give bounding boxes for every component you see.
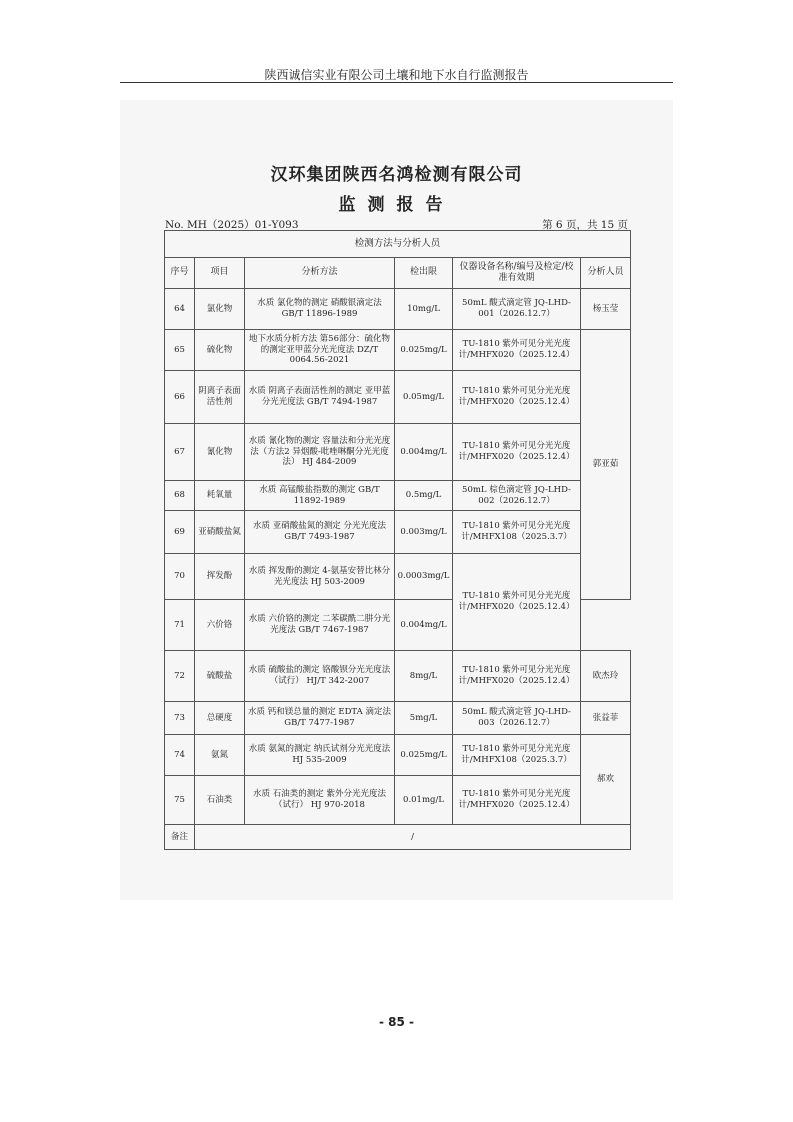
cell-item: 耗氧量 (195, 481, 245, 511)
cell-no: 74 (165, 735, 195, 776)
column-header: 分析人员 (581, 258, 631, 289)
cell-no: 75 (165, 776, 195, 825)
cell-instrument: 50mL 酸式滴定管 JQ-LHD-003（2026.12.7） (453, 702, 581, 735)
table-row (165, 651, 631, 702)
cell-method: 地下水质分析方法 第56部分：硫化物的测定亚甲蓝分光光度法 DZ/T 0064.56-2021 (245, 330, 395, 371)
cell-limit: 10mg/L (395, 289, 453, 330)
cell-no: 69 (165, 511, 195, 554)
cell-limit: 8mg/L (395, 651, 453, 702)
table-caption: 检测方法与分析人员 (165, 231, 631, 258)
cell-no: 66 (165, 371, 195, 424)
cell-instrument: TU-1810 紫外可见分光光度计/MHFX108（2025.3.7） (453, 735, 581, 776)
remarks-row (165, 825, 631, 850)
cell-no: 72 (165, 651, 195, 702)
cell-item: 石油类 (195, 776, 245, 825)
cell-analyst: 郝欢 (581, 735, 631, 825)
cell-no: 65 (165, 330, 195, 371)
cell-analyst: 张益菲 (581, 702, 631, 735)
cell-limit: 0.025mg/L (395, 735, 453, 776)
cell-item: 氰化物 (195, 424, 245, 481)
cell-item: 氨氮 (195, 735, 245, 776)
table-row (165, 735, 631, 776)
column-header: 序号 (165, 258, 195, 289)
remarks-value: / (195, 825, 631, 850)
cell-method: 水质 氯化物的测定 硝酸银滴定法 GB/T 11896-1989 (245, 289, 395, 330)
cell-method: 水质 挥发酚的测定 4-氨基安替比林分光光度法 HJ 503-2009 (245, 554, 395, 600)
column-header: 检出限 (395, 258, 453, 289)
table-row (165, 776, 631, 825)
cell-limit: 0.5mg/L (395, 481, 453, 511)
cell-instrument: TU-1810 紫外可见分光光度计/MHFX108（2025.3.7） (453, 511, 581, 554)
cell-instrument: TU-1810 紫外可见分光光度计/MHFX020（2025.12.4） (453, 554, 581, 651)
table-row (165, 289, 631, 330)
cell-item: 硫化物 (195, 330, 245, 371)
cell-analyst: 郭亚茹 (581, 330, 631, 600)
cell-limit: 5mg/L (395, 702, 453, 735)
cell-no: 67 (165, 424, 195, 481)
cell-item: 六价铬 (195, 600, 245, 651)
cell-no: 73 (165, 702, 195, 735)
cell-analyst: 欧杰玲 (581, 651, 631, 702)
cell-no: 71 (165, 600, 195, 651)
table-row (165, 330, 631, 371)
column-header: 分析方法 (245, 258, 395, 289)
cell-item: 氯化物 (195, 289, 245, 330)
cell-limit: 0.05mg/L (395, 371, 453, 424)
cell-instrument: TU-1810 紫外可见分光光度计/MHFX020（2025.12.4） (453, 371, 581, 424)
cell-method: 水质 氰化物的测定 容量法和分光光度法（方法2 异烟酸-吡唑啉酮分光光度法） HJ 484-2009 (245, 424, 395, 481)
table-row (165, 702, 631, 735)
cell-no: 70 (165, 554, 195, 600)
running-header: 陕西诚信实业有限公司土壤和地下水自行监测报告 (264, 68, 529, 82)
table-row (165, 424, 631, 481)
table-row (165, 554, 631, 600)
report-title: 监测报告 (338, 195, 455, 215)
cell-item: 挥发酚 (195, 554, 245, 600)
cell-instrument: TU-1810 紫外可见分光光度计/MHFX020（2025.12.4） (453, 776, 581, 825)
cell-limit: 0.004mg/L (395, 424, 453, 481)
cell-limit: 0.01mg/L (395, 776, 453, 825)
cell-method: 水质 硫酸盐的测定 铬酸钡分光光度法（试行） HJ/T 342-2007 (245, 651, 395, 702)
cell-method: 水质 亚硝酸盐氮的测定 分光光度法 GB/T 7493-1987 (245, 511, 395, 554)
cell-method: 水质 氨氮的测定 纳氏试剂分光光度法 HJ 535-2009 (245, 735, 395, 776)
cell-instrument: 50mL 棕色滴定管 JQ-LHD-002（2026.12.7） (453, 481, 581, 511)
cell-limit: 0.025mg/L (395, 330, 453, 371)
remarks-label: 备注 (165, 825, 195, 850)
cell-no: 68 (165, 481, 195, 511)
table-row (165, 511, 631, 554)
header-rule (120, 82, 673, 83)
column-header: 项目 (195, 258, 245, 289)
cell-method: 水质 石油类的测定 紫外分光光度法（试行） HJ 970-2018 (245, 776, 395, 825)
column-header: 仪器设备名称/编号及检定/校准有效期 (453, 258, 581, 289)
cell-method: 水质 阴离子表面活性剂的测定 亚甲蓝分光光度法 GB/T 7494-1987 (245, 371, 395, 424)
table-row (165, 371, 631, 424)
cell-limit: 0.0003mg/L (395, 554, 453, 600)
cell-method: 水质 钙和镁总量的测定 EDTA 滴定法 GB/T 7477-1987 (245, 702, 395, 735)
cell-instrument: TU-1810 紫外可见分光光度计/MHFX020（2025.12.4） (453, 424, 581, 481)
cell-instrument: TU-1810 紫外可见分光光度计/MHFX020（2025.12.4） (453, 651, 581, 702)
cell-analyst: 杨玉莹 (581, 289, 631, 330)
methods-table (164, 230, 631, 850)
cell-item: 亚硝酸盐氮 (195, 511, 245, 554)
cell-item: 阴离子表面活性剂 (195, 371, 245, 424)
cell-instrument: TU-1810 紫外可见分光光度计/MHFX020（2025.12.4） (453, 330, 581, 371)
cell-limit: 0.004mg/L (395, 600, 453, 651)
cell-instrument: 50mL 酸式滴定管 JQ-LHD-001（2026.12.7） (453, 289, 581, 330)
cell-method: 水质 高锰酸盐指数的测定 GB/T 11892-1989 (245, 481, 395, 511)
report-number: No. MH（2025）01-Y093 (165, 219, 299, 231)
page-info: 第 6 页，共 15 页 (542, 219, 628, 231)
cell-item: 硫酸盐 (195, 651, 245, 702)
table-header-row (165, 258, 631, 289)
table-caption-row (165, 231, 631, 258)
cell-limit: 0.003mg/L (395, 511, 453, 554)
table-row (165, 481, 631, 511)
company-name: 汉环集团陕西名鸿检测有限公司 (270, 165, 523, 185)
cell-method: 水质 六价铬的测定 二苯碳酰二肼分光光度法 GB/T 7467-1987 (245, 600, 395, 651)
page-number: - 85 - (378, 1015, 414, 1029)
cell-no: 64 (165, 289, 195, 330)
cell-item: 总硬度 (195, 702, 245, 735)
